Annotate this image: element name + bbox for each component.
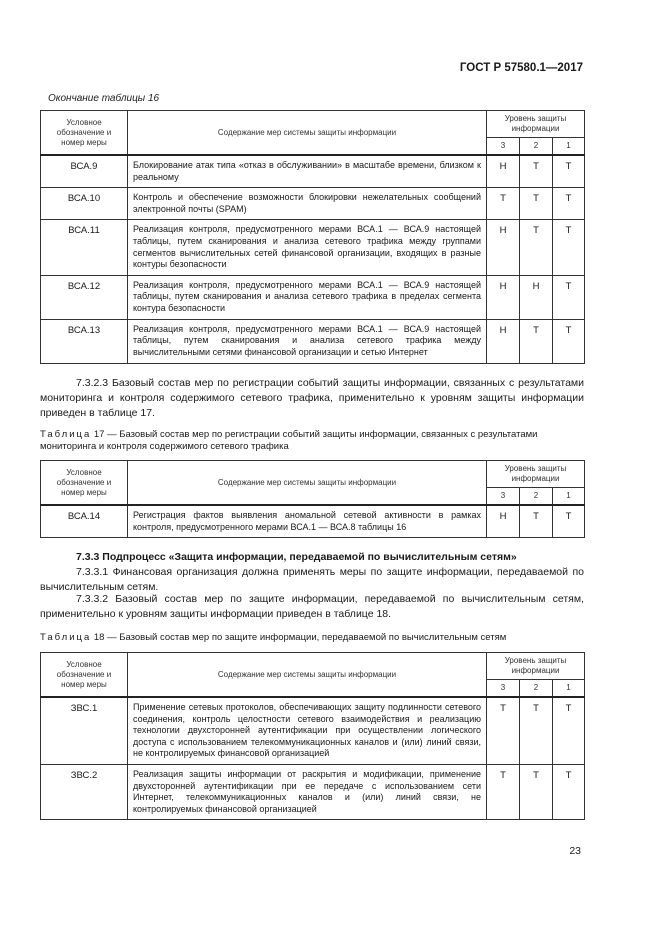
col-header-level-2: 2 — [520, 488, 553, 506]
table-16 — [40, 110, 585, 364]
table17-caption — [40, 429, 588, 453]
paragraph-7-3-2-3: 7.3.2.3 Базовый состав мер по регистрации событий защиты информации, связанных с результатами мониторинга и контроля содержимого сетевого трафика, применительно к уровням защиты информации приведен в таблице 17. — [40, 377, 584, 419]
col-header-level: Уровень защиты информации — [487, 653, 585, 680]
level-1-value: Т — [553, 155, 585, 188]
col-header-level: Уровень защиты информации — [487, 111, 585, 138]
col-header-level-2: 2 — [520, 138, 553, 156]
level-1-value: Т — [553, 319, 585, 363]
table-row — [41, 697, 585, 764]
table-row — [41, 275, 585, 319]
col-header-code: Условное обозначение и номер меры — [41, 653, 128, 698]
col-header-level-1: 1 — [553, 680, 585, 698]
level-2-value: Т — [520, 188, 553, 220]
level-3-value: Н — [487, 505, 520, 538]
table16-caption: Окончание таблицы 16 — [48, 93, 160, 104]
level-3-value: Т — [487, 697, 520, 764]
level-2-value: Т — [520, 220, 553, 275]
document-code: ГОСТ Р 57580.1—2017 — [459, 62, 583, 74]
page-number: 23 — [569, 845, 581, 857]
level-1-value: Т — [553, 275, 585, 319]
col-header-code: Условное обозначение и номер меры — [41, 461, 128, 506]
table17-caption-word: Таблица — [40, 429, 92, 440]
table18-caption — [40, 632, 588, 644]
level-3-value: Н — [487, 319, 520, 363]
section-heading-7-3-3: 7.3.3 Подпроцесс «Защита информации, передаваемой по вычислительным сетям» — [76, 551, 517, 563]
table-row — [41, 155, 585, 188]
col-header-content: Содержание мер системы защиты информации — [128, 461, 487, 506]
level-3-value: Т — [487, 764, 520, 819]
level-2-value: Т — [520, 155, 553, 188]
measure-text: Блокирование атак типа «отказ в обслуживании» в масштабе времени, близком к реальному — [128, 155, 487, 188]
level-3-value: Н — [487, 155, 520, 188]
col-header-level: Уровень защиты информации — [487, 461, 585, 488]
table-18 — [40, 652, 585, 820]
table-row — [41, 764, 585, 819]
col-header-content: Содержание мер системы защиты информации — [128, 653, 487, 698]
paragraph-7-3-3-2: 7.3.3.2 Базовый состав мер по защите информации, передаваемой по вычислительным сетям, применительно к уровням защиты информации приведен в таблице 18. — [40, 593, 584, 620]
col-header-level-3: 3 — [487, 138, 520, 156]
measure-code: ВСА.13 — [41, 319, 128, 363]
measure-text: Реализация контроля, предусмотренного мерами ВСА.1 — ВСА.9 настоящей таблицы, путем сканирования и анализа сетевого трафика между группами сегментов вычислительных сетей финансовой организации, входящих в разные контуры безопасности — [128, 220, 487, 275]
table-row — [41, 319, 585, 363]
col-header-level-2: 2 — [520, 680, 553, 698]
level-1-value: Т — [553, 764, 585, 819]
level-2-value: Т — [520, 764, 553, 819]
col-header-level-1: 1 — [553, 138, 585, 156]
level-3-value: Н — [487, 275, 520, 319]
measure-text: Реализация контроля, предусмотренного мерами ВСА.1 — ВСА.9 настоящей таблицы, путем сканирования и анализа сетевого трафика в пределах сегмента контура безопасности — [128, 275, 487, 319]
col-header-level-3: 3 — [487, 680, 520, 698]
measure-text: Регистрация фактов выявления аномальной сетевой активности в рамках контроля, предусмотренного мерами ВСА.1 — ВСА.8 таблицы 16 — [128, 505, 487, 538]
measure-code: ЗВС.1 — [41, 697, 128, 764]
col-header-code: Условное обозначение и номер меры — [41, 111, 128, 156]
col-header-level-3: 3 — [487, 488, 520, 506]
level-2-value: Т — [520, 697, 553, 764]
table-row — [41, 188, 585, 220]
measure-text: Реализация контроля, предусмотренного мерами ВСА.1 — ВСА.9 настоящей таблицы, путем сканирования и анализа сетевого трафика между вычислительными сетями финансовой организации и сетью Интернет — [128, 319, 487, 363]
level-2-value: Т — [520, 319, 553, 363]
table17-caption-text: 17 — Базовый состав мер по регистрации событий защиты информации, связанных с результатами мониторинга и контроля содержимого сетевого трафика — [40, 429, 538, 452]
table-row — [41, 505, 585, 538]
level-3-value: Т — [487, 188, 520, 220]
table18-caption-text: 18 — Базовый состав мер по защите информации, передаваемой по вычислительным сетям — [91, 632, 507, 643]
measure-code: ЗВС.2 — [41, 764, 128, 819]
level-1-value: Т — [553, 697, 585, 764]
measure-code: ВСА.10 — [41, 188, 128, 220]
level-3-value: Н — [487, 220, 520, 275]
level-1-value: Т — [553, 188, 585, 220]
paragraph-7-3-3-1: 7.3.3.1 Финансовая организация должна применять меры по защите информации, передаваемой по вычислительным сетям. — [40, 566, 584, 593]
table18-caption-word: Таблица — [40, 632, 92, 643]
col-header-level-1: 1 — [553, 488, 585, 506]
level-1-value: Т — [553, 505, 585, 538]
measure-code: ВСА.12 — [41, 275, 128, 319]
table-row — [41, 220, 585, 275]
level-2-value: Т — [520, 505, 553, 538]
level-2-value: Н — [520, 275, 553, 319]
measure-code: ВСА.9 — [41, 155, 128, 188]
measure-code: ВСА.14 — [41, 505, 128, 538]
measure-text: Применение сетевых протоколов, обеспечивающих защиту подлинности сетевого соединения, контроль целостности сетевого взаимодействия и реализацию технологии двухсторонней аутентификации при осуществлении логического доступа с использованием телекоммуникационных каналов и (или) линий связи, не контролируемых финансовой организацией — [128, 697, 487, 764]
level-1-value: Т — [553, 220, 585, 275]
col-header-content: Содержание мер системы защиты информации — [128, 111, 487, 156]
measure-code: ВСА.11 — [41, 220, 128, 275]
measure-text: Контроль и обеспечение возможности блокировки нежелательных сообщений электронной почты (SPAM) — [128, 188, 487, 220]
table-17 — [40, 460, 585, 538]
measure-text: Реализация защиты информации от раскрытия и модификации, применение двухсторонней аутентификации при ее передаче с использованием сети Интернет, телекоммуникационных каналов и (или) линий связи, не контролируемых финансовой организацией — [128, 764, 487, 819]
